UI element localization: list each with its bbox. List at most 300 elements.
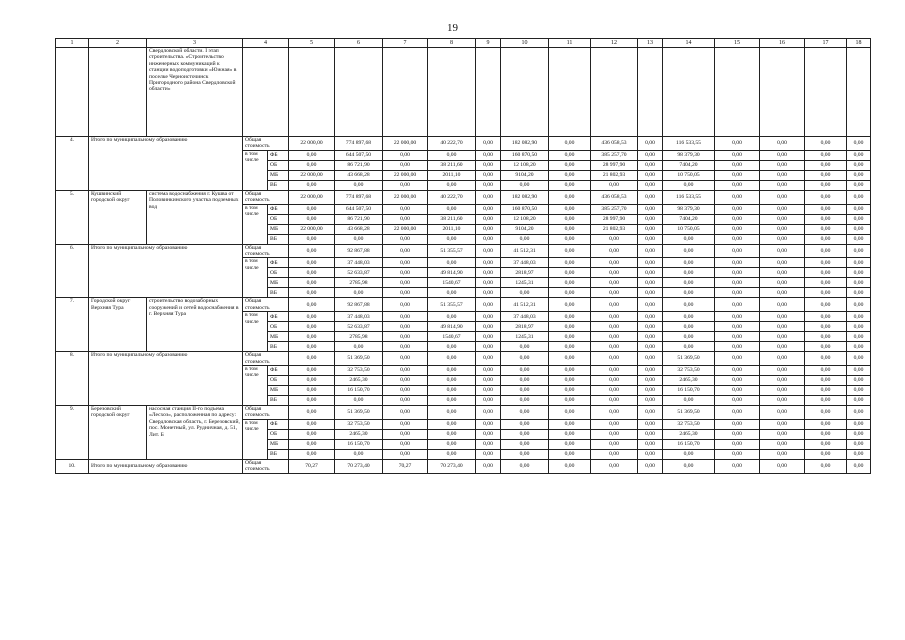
total-value: 0,00	[760, 459, 805, 473]
source-value: 0,00	[383, 439, 428, 449]
source-value: 0,00	[638, 396, 663, 406]
total-value: 22 000,00	[289, 137, 335, 151]
source-value: 0,00	[383, 366, 428, 376]
source-value: 0,00	[383, 386, 428, 396]
source-value: 0,00	[476, 150, 501, 160]
source-value: 0,00	[847, 386, 871, 396]
source-value: 2465,30	[335, 376, 383, 386]
source-value: 0,00	[501, 439, 549, 449]
total-value: 22 000,00	[289, 190, 335, 204]
total-value: 70,27	[289, 459, 335, 473]
source-value: 0,00	[428, 419, 476, 429]
source-value: 0,00	[760, 268, 805, 278]
column-number: 6	[335, 39, 383, 48]
source-value: 0,00	[335, 342, 383, 352]
municipality-name: Кушвинский городской округ	[89, 190, 147, 244]
source-value: 0,00	[501, 386, 549, 396]
source-value: 0,00	[383, 180, 428, 190]
source-value: 0,00	[428, 396, 476, 406]
total-value: 0,00	[591, 244, 638, 258]
source-value: 0,00	[638, 214, 663, 224]
total-value: 0,00	[383, 298, 428, 312]
funding-source: ОБ	[268, 376, 289, 386]
source-value: 0,00	[549, 342, 591, 352]
total-value: 182 082,90	[501, 137, 549, 151]
source-value: 160 870,50	[501, 150, 549, 160]
total-value: 0,00	[847, 459, 871, 473]
source-value: 0,00	[428, 342, 476, 352]
source-value: 0,00	[805, 439, 847, 449]
source-value: 0,00	[476, 288, 501, 298]
source-value: 644 507,50	[335, 204, 383, 214]
source-value: 9104,20	[501, 224, 549, 234]
total-value: 0,00	[549, 352, 591, 366]
source-value: 0,00	[760, 332, 805, 342]
total-value: 0,00	[476, 244, 501, 258]
source-value: 0,00	[591, 366, 638, 376]
source-value: 0,00	[289, 214, 335, 224]
source-value: 0,00	[638, 180, 663, 190]
source-value: 2818,97	[501, 322, 549, 332]
source-value: 86 721,90	[335, 160, 383, 170]
total-value: 0,00	[549, 244, 591, 258]
funding-source: ОБ	[268, 160, 289, 170]
source-value: 0,00	[549, 278, 591, 288]
column-number: 18	[847, 39, 871, 48]
total-value: 116 533,55	[663, 190, 715, 204]
source-value: 0,00	[383, 449, 428, 459]
source-value: 9104,20	[501, 170, 549, 180]
total-value: 0,00	[715, 459, 760, 473]
source-value: 7404,20	[663, 160, 715, 170]
source-value: 43 668,28	[335, 170, 383, 180]
funding-source: ВБ	[268, 288, 289, 298]
source-value: 38 211,60	[428, 160, 476, 170]
source-value: 2465,30	[663, 429, 715, 439]
funding-source: МБ	[268, 386, 289, 396]
total-value: 70 273,40	[335, 459, 383, 473]
total-value: 22 000,00	[383, 137, 428, 151]
total-value: 0,00	[591, 352, 638, 366]
source-value: 0,00	[549, 376, 591, 386]
source-value: 0,00	[805, 396, 847, 406]
source-value: 0,00	[549, 396, 591, 406]
source-value: 0,00	[663, 258, 715, 268]
source-value: 0,00	[715, 214, 760, 224]
source-value: 0,00	[335, 288, 383, 298]
source-value: 0,00	[289, 234, 335, 244]
source-value: 0,00	[501, 180, 549, 190]
source-value: 0,00	[591, 449, 638, 459]
source-value: 0,00	[383, 396, 428, 406]
source-value: 0,00	[428, 288, 476, 298]
source-value: 0,00	[760, 429, 805, 439]
source-value: 22 000,00	[383, 224, 428, 234]
source-value: 0,00	[549, 449, 591, 459]
source-value: 0,00	[501, 429, 549, 439]
source-value: 0,00	[428, 312, 476, 322]
source-value: 32 753,50	[335, 366, 383, 376]
source-value: 0,00	[715, 366, 760, 376]
source-value: 0,00	[549, 224, 591, 234]
total-value: 0,00	[383, 244, 428, 258]
source-value: 0,00	[289, 278, 335, 288]
total-value: 92 867,88	[335, 298, 383, 312]
source-value: 0,00	[847, 396, 871, 406]
source-value: 0,00	[476, 342, 501, 352]
source-value: 0,00	[476, 322, 501, 332]
source-value: 0,00	[428, 449, 476, 459]
funding-source: ОБ	[268, 429, 289, 439]
source-value: 0,00	[428, 366, 476, 376]
column-number: 16	[760, 39, 805, 48]
funding-source: ОБ	[268, 268, 289, 278]
total-value: 0,00	[805, 298, 847, 312]
source-value: 0,00	[805, 214, 847, 224]
source-value: 0,00	[715, 429, 760, 439]
total-value: 0,00	[847, 137, 871, 151]
funding-source: МБ	[268, 170, 289, 180]
total-value: 0,00	[663, 459, 715, 473]
source-value: 0,00	[847, 204, 871, 214]
block-label: Итого по муниципальному образованию	[89, 459, 243, 473]
total-value: 0,00	[847, 190, 871, 204]
source-value: 0,00	[805, 278, 847, 288]
total-value: 774 897,68	[335, 190, 383, 204]
project-name: Свердловской области. I этап строительства. «Строительство инженерных коммуникаций к станции водоподготовки «Южная» в поселке Черноисточинск Пригородного района Свердловской области»	[147, 48, 243, 137]
item-number: 8.	[56, 352, 89, 406]
source-value: 0,00	[847, 214, 871, 224]
source-value: 0,00	[638, 332, 663, 342]
source-value: 0,00	[591, 332, 638, 342]
total-value: 0,00	[715, 406, 760, 420]
source-value: 1245,31	[501, 332, 549, 342]
total-value: 0,00	[760, 406, 805, 420]
source-value: 43 668,28	[335, 224, 383, 234]
total-value: 0,00	[638, 137, 663, 151]
source-value: 0,00	[591, 288, 638, 298]
source-value: 0,00	[760, 288, 805, 298]
source-value: 0,00	[760, 224, 805, 234]
source-value: 0,00	[638, 160, 663, 170]
source-value: 0,00	[715, 322, 760, 332]
source-value: 0,00	[805, 224, 847, 234]
source-value: 0,00	[383, 150, 428, 160]
value-cell	[663, 48, 715, 137]
source-value: 0,00	[501, 366, 549, 376]
value-cell	[476, 48, 501, 137]
source-value: 0,00	[638, 258, 663, 268]
source-value: 0,00	[549, 234, 591, 244]
source-value: 0,00	[476, 439, 501, 449]
source-value: 0,00	[549, 258, 591, 268]
value-cell	[335, 48, 383, 137]
block-total-row	[56, 244, 871, 258]
total-value: 0,00	[805, 190, 847, 204]
source-value: 32 753,50	[335, 419, 383, 429]
header-row	[56, 39, 871, 48]
source-value: 0,00	[289, 204, 335, 214]
total-value: 51 369,50	[335, 352, 383, 366]
total-value: 0,00	[760, 244, 805, 258]
budget-table	[55, 38, 871, 474]
source-value: 0,00	[663, 278, 715, 288]
municipality-name: Березовский городской округ	[89, 406, 147, 460]
source-value: 0,00	[715, 419, 760, 429]
source-value: 0,00	[638, 342, 663, 352]
source-value: 1540,67	[428, 332, 476, 342]
source-value: 0,00	[289, 160, 335, 170]
funding-source: ВБ	[268, 449, 289, 459]
continuation-row	[56, 48, 871, 137]
funding-source: ФБ	[268, 258, 289, 268]
source-value: 0,00	[549, 439, 591, 449]
source-value: 2818,97	[501, 268, 549, 278]
column-number: 12	[591, 39, 638, 48]
source-value: 0,00	[383, 312, 428, 322]
column-number: 9	[476, 39, 501, 48]
source-value: 0,00	[760, 312, 805, 322]
source-value: 0,00	[638, 439, 663, 449]
total-value: 0,00	[501, 406, 549, 420]
total-value: 40 222,70	[428, 190, 476, 204]
total-value: 0,00	[383, 352, 428, 366]
total-value: 0,00	[760, 190, 805, 204]
source-value: 38 211,60	[428, 214, 476, 224]
source-value: 0,00	[663, 180, 715, 190]
total-value: 436 058,53	[591, 190, 638, 204]
source-value: 0,00	[715, 224, 760, 234]
source-value: 0,00	[847, 312, 871, 322]
source-value: 49 814,90	[428, 268, 476, 278]
source-value: 0,00	[476, 160, 501, 170]
including-label: в том числе	[243, 150, 268, 190]
total-value: 0,00	[638, 352, 663, 366]
source-value: 0,00	[476, 312, 501, 322]
total-value: 0,00	[289, 244, 335, 258]
source-value: 0,00	[805, 234, 847, 244]
source-value: 32 753,50	[663, 419, 715, 429]
source-value: 0,00	[289, 386, 335, 396]
source-value: 0,00	[428, 386, 476, 396]
total-value: 0,00	[591, 459, 638, 473]
source-value: 0,00	[428, 376, 476, 386]
last-row	[56, 459, 871, 473]
source-value: 0,00	[289, 258, 335, 268]
source-value: 0,00	[805, 258, 847, 268]
value-cell	[760, 48, 805, 137]
source-value: 0,00	[663, 288, 715, 298]
total-value: 41 512,31	[501, 298, 549, 312]
project-name: строительство водозаборных сооружений и сетей водоснабжения в г. Верхняя Тура	[147, 298, 243, 352]
source-value: 0,00	[549, 332, 591, 342]
source-value: 0,00	[663, 342, 715, 352]
column-number: 11	[549, 39, 591, 48]
source-value: 22 000,00	[289, 170, 335, 180]
source-value: 160 870,50	[501, 204, 549, 214]
source-value: 0,00	[847, 366, 871, 376]
source-value: 0,00	[847, 258, 871, 268]
source-value: 0,00	[289, 342, 335, 352]
total-value: 0,00	[760, 352, 805, 366]
source-value: 0,00	[715, 258, 760, 268]
total-value: 0,00	[847, 406, 871, 420]
source-value: 0,00	[638, 419, 663, 429]
funding-source: МБ	[268, 332, 289, 342]
source-value: 0,00	[847, 449, 871, 459]
source-value: 0,00	[760, 214, 805, 224]
source-value: 0,00	[715, 386, 760, 396]
source-value: 0,00	[549, 419, 591, 429]
source-value: 7404,20	[663, 214, 715, 224]
source-value: 0,00	[289, 419, 335, 429]
source-value: 0,00	[805, 376, 847, 386]
source-value: 0,00	[638, 268, 663, 278]
source-value: 0,00	[476, 386, 501, 396]
source-value: 0,00	[715, 150, 760, 160]
source-value: 0,00	[501, 288, 549, 298]
including-label: в том числе	[243, 204, 268, 244]
total-value: 51 369,50	[663, 352, 715, 366]
source-value: 0,00	[805, 150, 847, 160]
source-value: 0,00	[847, 160, 871, 170]
source-value: 28 997,90	[591, 160, 638, 170]
project-name: система водоснабжения г. Кушва от Половинкинского участка подземных вод	[147, 190, 243, 244]
source-value: 0,00	[549, 322, 591, 332]
source-value: 0,00	[715, 439, 760, 449]
total-value: 774 897,68	[335, 137, 383, 151]
source-value: 86 721,90	[335, 214, 383, 224]
source-value: 0,00	[663, 234, 715, 244]
source-value: 0,00	[549, 204, 591, 214]
source-value: 0,00	[383, 419, 428, 429]
funding-source: ФБ	[268, 204, 289, 214]
source-value: 0,00	[715, 288, 760, 298]
total-value: 41 512,31	[501, 244, 549, 258]
source-value: 0,00	[760, 386, 805, 396]
source-value: 385 257,70	[591, 204, 638, 214]
column-number: 2	[89, 39, 147, 48]
source-value: 0,00	[476, 268, 501, 278]
source-value: 0,00	[335, 180, 383, 190]
value-cell	[383, 48, 428, 137]
source-value: 0,00	[805, 312, 847, 322]
source-value: 0,00	[715, 170, 760, 180]
source-value: 0,00	[847, 170, 871, 180]
source-value: 1540,67	[428, 278, 476, 288]
source-value: 0,00	[638, 204, 663, 214]
source-value: 0,00	[549, 214, 591, 224]
source-value: 0,00	[591, 258, 638, 268]
source-value: 0,00	[549, 429, 591, 439]
total-value: 0,00	[760, 137, 805, 151]
total-value: 0,00	[805, 137, 847, 151]
item-number: 4.	[56, 137, 89, 191]
source-value: 0,00	[760, 322, 805, 332]
source-value: 0,00	[760, 439, 805, 449]
source-value: 32 753,50	[663, 366, 715, 376]
source-value: 0,00	[805, 288, 847, 298]
source-value: 28 997,90	[591, 214, 638, 224]
source-value: 0,00	[476, 234, 501, 244]
source-value: 22 000,00	[289, 224, 335, 234]
total-value: 51 369,50	[663, 406, 715, 420]
source-value: 0,00	[638, 150, 663, 160]
funding-source: МБ	[268, 278, 289, 288]
block-label: Итого по муниципальному образованию	[89, 352, 243, 406]
total-value: 0,00	[847, 352, 871, 366]
source-value: 0,00	[476, 449, 501, 459]
source-value: 0,00	[638, 449, 663, 459]
source-value: 0,00	[289, 150, 335, 160]
total-value: 0,00	[638, 190, 663, 204]
source-value: 0,00	[549, 170, 591, 180]
source-value: 0,00	[805, 268, 847, 278]
total-value: 0,00	[549, 137, 591, 151]
source-value: 0,00	[476, 376, 501, 386]
source-value: 0,00	[715, 278, 760, 288]
source-value: 0,00	[591, 342, 638, 352]
total-value: 0,00	[715, 298, 760, 312]
source-value: 0,00	[476, 366, 501, 376]
total-value: 0,00	[476, 406, 501, 420]
source-value: 0,00	[383, 268, 428, 278]
source-value: 0,00	[476, 278, 501, 288]
source-value: 0,00	[760, 376, 805, 386]
source-value: 37 448,03	[501, 258, 549, 268]
source-value: 0,00	[663, 322, 715, 332]
source-value: 0,00	[715, 180, 760, 190]
source-value: 0,00	[847, 342, 871, 352]
source-value: 0,00	[428, 439, 476, 449]
source-value: 2011,10	[428, 224, 476, 234]
total-value: 0,00	[847, 244, 871, 258]
total-cost-label: Общая стоимость	[243, 406, 289, 420]
column-number: 14	[663, 39, 715, 48]
source-value: 52 633,87	[335, 268, 383, 278]
source-value: 0,00	[289, 322, 335, 332]
source-value: 0,00	[591, 234, 638, 244]
source-value: 22 000,00	[383, 170, 428, 180]
source-value: 0,00	[476, 419, 501, 429]
source-value: 0,00	[760, 180, 805, 190]
source-value: 0,00	[289, 366, 335, 376]
source-value: 0,00	[428, 204, 476, 214]
source-value: 0,00	[760, 160, 805, 170]
item-number: 10.	[56, 459, 89, 473]
source-value: 0,00	[638, 429, 663, 439]
source-value: 0,00	[501, 396, 549, 406]
source-value: 0,00	[847, 268, 871, 278]
including-label: в том числе	[243, 366, 268, 406]
item-number: 7.	[56, 298, 89, 352]
source-value: 0,00	[428, 150, 476, 160]
total-cost-label: Общая стоимость	[243, 298, 289, 312]
source-value: 0,00	[383, 234, 428, 244]
funding-source: ФБ	[268, 419, 289, 429]
total-value: 0,00	[805, 244, 847, 258]
block-label: Итого по муниципальному образованию	[89, 137, 243, 191]
source-value: 0,00	[638, 386, 663, 396]
source-value: 0,00	[383, 258, 428, 268]
source-value: 0,00	[760, 170, 805, 180]
source-value: 0,00	[383, 278, 428, 288]
total-value: 51 355,57	[428, 244, 476, 258]
source-value: 0,00	[476, 429, 501, 439]
source-value: 0,00	[501, 449, 549, 459]
source-value: 0,00	[760, 396, 805, 406]
source-value: 16 150,70	[663, 439, 715, 449]
